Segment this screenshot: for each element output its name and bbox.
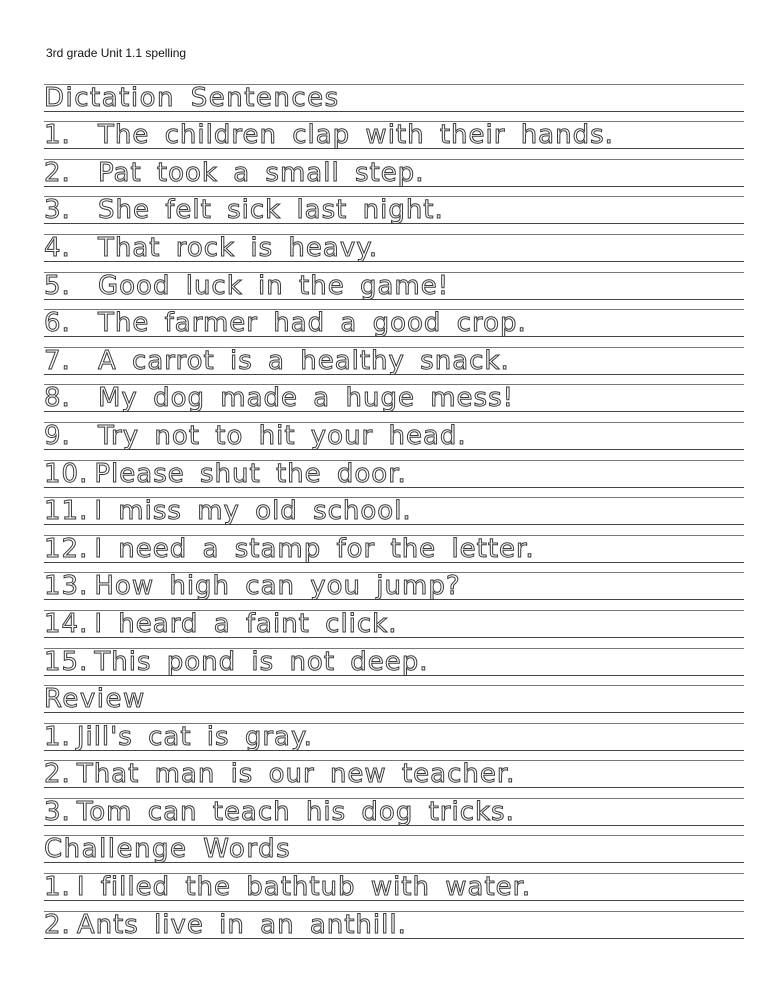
sentence-text: Tom can teach his dog tricks. [76,796,515,827]
sentence-text: My dog made a huge mess! [98,383,515,414]
sentence-line [44,492,744,530]
sentence-number: 1. [44,721,71,752]
sentence-text: Pat took a small step. [98,157,425,188]
sentence-text: This pond is not deep. [94,646,429,677]
sentence-number: 4. [44,232,71,263]
sentence-number: 2. [44,909,71,940]
review-line [44,755,744,793]
sentence-text: A carrot is a healthy snack. [98,345,510,376]
sentence-number: 2. [44,759,71,790]
sentence-line [44,266,744,304]
review-line [44,792,744,830]
sentence-line [44,116,744,154]
sentence-line [44,529,744,567]
sentence-text: I filled the bathtub with water. [76,872,532,903]
heading-text: Review [44,684,146,715]
worksheet [44,78,744,943]
sentence-line [44,379,744,417]
sentence-text: Ants live in an anthill. [76,909,407,940]
sentence-number: 1. [44,872,71,903]
sentence-line [44,567,744,605]
review-line [44,717,744,755]
sentence-number: 6. [44,308,71,339]
sentence-number: 1. [44,120,71,151]
sentence-number: 7. [44,345,71,376]
sentence-text: Try not to hit your head. [98,420,467,451]
sentence-line [44,416,744,454]
sentence-number: 8. [44,383,71,414]
sentence-number: 9. [44,420,71,451]
challenge-line [44,867,744,905]
sentence-number: 2. [44,157,71,188]
section-heading-review [44,680,744,718]
sentence-number: 13. [44,571,89,602]
sentence-line [44,228,744,266]
sentence-text: The farmer had a good crop. [98,308,527,339]
sentence-line [44,642,744,680]
sentence-text: I heard a faint click. [94,608,398,639]
sentence-text: That rock is heavy. [98,232,379,263]
sentence-number: 15. [44,646,89,677]
sentence-text: I need a stamp for the letter. [94,533,535,564]
sentence-line [44,454,744,492]
sentence-text: Jill's cat is gray. [76,721,313,752]
sentence-text: How high can you jump? [94,571,461,602]
sentence-number: 14. [44,608,89,639]
heading-text: Dictation Sentences [44,82,340,113]
sentence-line [44,153,744,191]
sentence-text: I miss my old school. [94,496,412,527]
sentence-text: Good luck in the game! [98,270,450,301]
sentence-text: She felt sick last night. [98,195,444,226]
section-heading-dictation [44,78,744,116]
sentence-line [44,341,744,379]
sentence-text: The children clap with their hands. [98,120,614,151]
sentence-line [44,604,744,642]
sentence-line [44,191,744,229]
sentence-text: Please shut the door. [94,458,407,489]
sentence-line [44,304,744,342]
sentence-text: That man is our new teacher. [76,759,516,790]
sentence-number: 3. [44,796,71,827]
sentence-number: 11. [44,496,89,527]
page-header: 3rd grade Unit 1.1 spelling [46,46,187,60]
heading-text: Challenge Words [44,834,292,865]
challenge-line [44,905,744,943]
sentence-number: 12. [44,533,89,564]
section-heading-challenge [44,830,744,868]
sentence-number: 3. [44,195,71,226]
sentence-number: 5. [44,270,71,301]
sentence-number: 10. [44,458,89,489]
